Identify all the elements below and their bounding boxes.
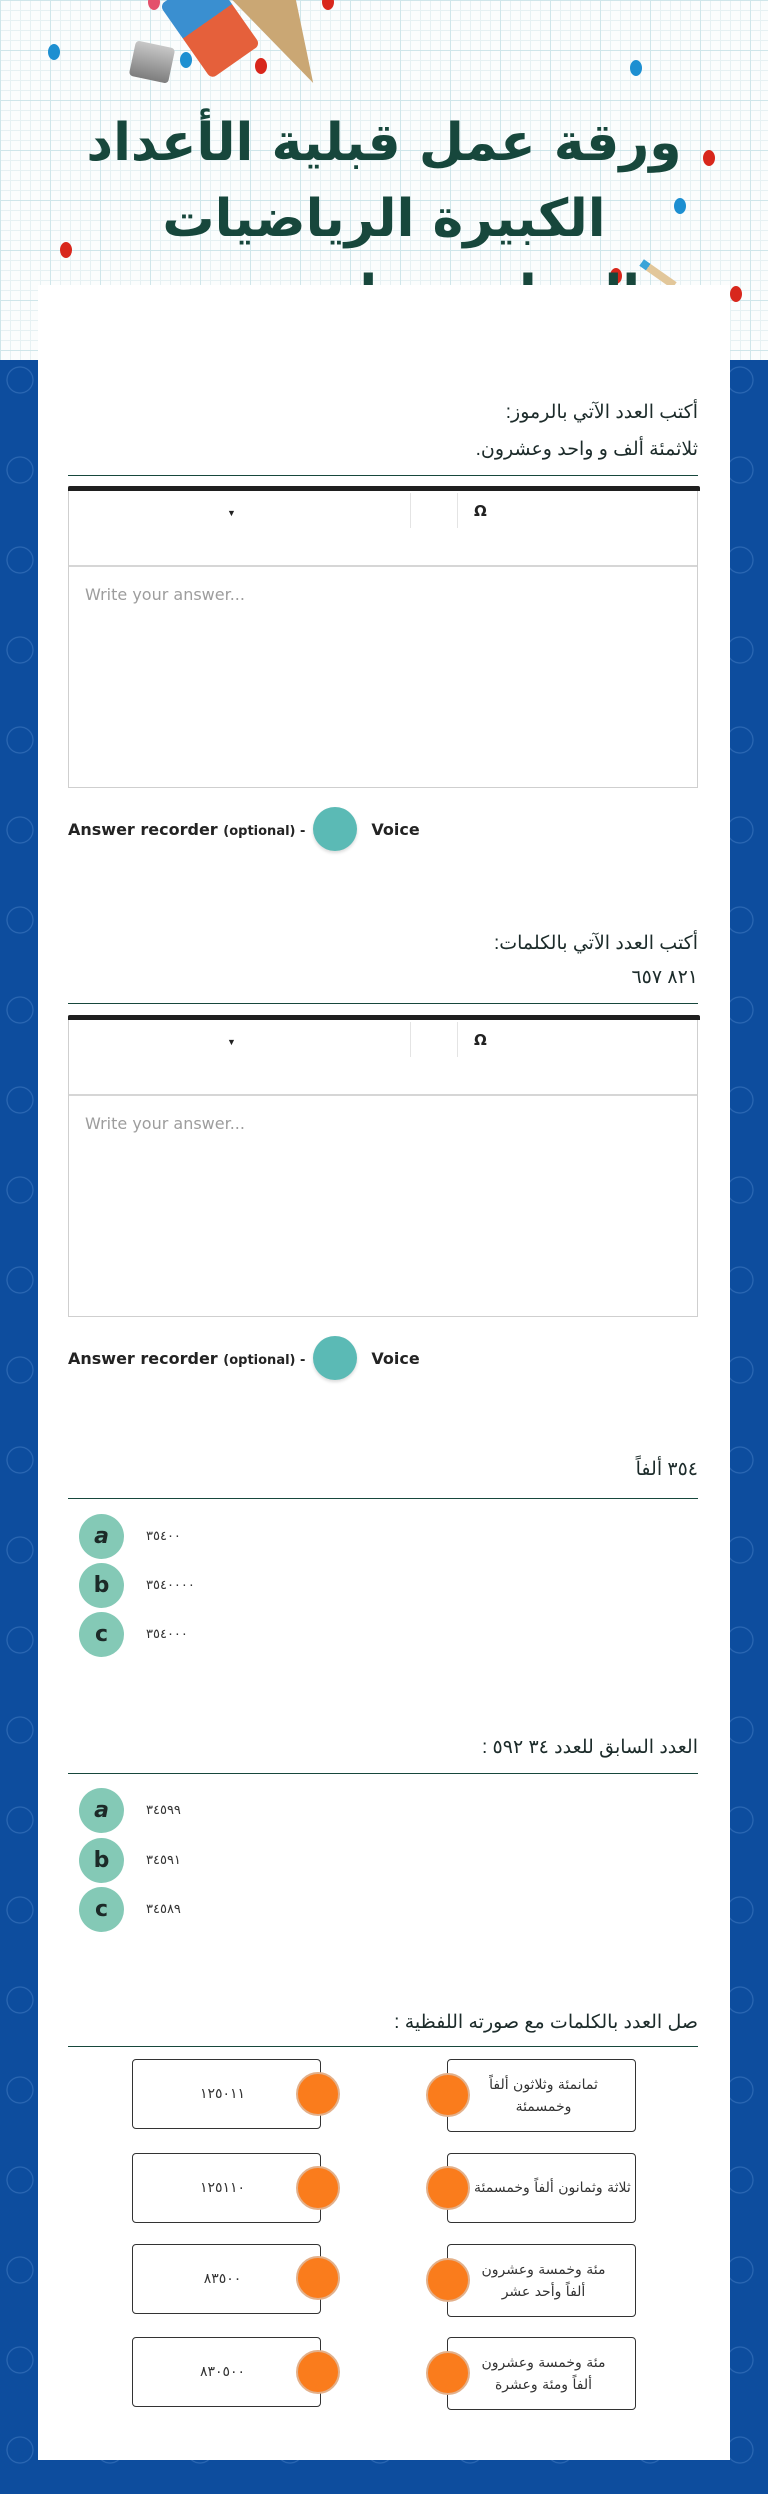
match-right-item[interactable]: ثمانمئة وثلاثون ألفاً وخمسمئة bbox=[447, 2059, 636, 2132]
recorder-label: Answer recorder (optional) - bbox=[68, 1348, 306, 1368]
divider bbox=[68, 2046, 698, 2047]
record-voice-button[interactable] bbox=[313, 1336, 357, 1380]
question-5-text: صل العدد بالكلمات مع صورته اللفظية : bbox=[394, 2012, 698, 2033]
match-connector-knob[interactable] bbox=[426, 2166, 470, 2210]
toolbar-separator bbox=[457, 493, 458, 528]
match-connector-knob[interactable] bbox=[296, 2350, 340, 2394]
sharpener-decoration bbox=[129, 40, 176, 84]
match-left-item[interactable]: ٨٣٠٥٠٠ bbox=[132, 2337, 321, 2407]
record-voice-button[interactable] bbox=[313, 807, 357, 851]
answer-input-2[interactable] bbox=[69, 1098, 697, 1314]
dot-decoration bbox=[255, 58, 267, 74]
question-2-text: أكتب العدد الآتي بالكلمات: bbox=[493, 933, 698, 954]
match-right-item[interactable]: مئة وخمسة وعشرون ألفاً ومئة وعشرة bbox=[447, 2337, 636, 2410]
answer-editor-1 bbox=[68, 486, 698, 788]
option-letter-badge: b bbox=[79, 1838, 124, 1883]
voice-label: Voice bbox=[371, 819, 420, 839]
option-letter-badge: a bbox=[79, 1514, 124, 1559]
divider bbox=[68, 475, 698, 476]
option-text: ٣٥٤٠٠٠٠ bbox=[146, 1578, 195, 1593]
match-left-item[interactable]: ١٢٥١١٠ bbox=[132, 2153, 321, 2223]
editor-toolbar bbox=[69, 491, 697, 567]
option-letter-badge: b bbox=[79, 1563, 124, 1608]
divider bbox=[68, 1498, 698, 1499]
caret-down-icon[interactable]: ▼ bbox=[227, 1037, 236, 1047]
title-line-1: ورقة عمل قبلية الأعداد الكبيرة الرياضيات bbox=[86, 113, 682, 249]
match-connector-knob[interactable] bbox=[296, 2072, 340, 2116]
match-connector-knob[interactable] bbox=[426, 2258, 470, 2302]
question-4-text: العدد السابق للعدد ٣٤ ٥٩٢ : bbox=[481, 1737, 698, 1758]
dot-decoration bbox=[322, 0, 334, 10]
toolbar-separator bbox=[410, 1022, 411, 1057]
match-right-item[interactable]: ثلاثة وثمانون ألفاً وخمسمئة bbox=[447, 2153, 636, 2223]
option-text: ٣٤٥٨٩ bbox=[146, 1902, 181, 1917]
option-a[interactable] bbox=[79, 1514, 181, 1559]
option-b[interactable] bbox=[79, 1563, 195, 1608]
option-text: ٣٤٥٩١ bbox=[146, 1853, 181, 1868]
toolbar-separator bbox=[410, 493, 411, 528]
caret-down-icon[interactable]: ▼ bbox=[227, 508, 236, 518]
divider bbox=[68, 1003, 698, 1004]
dot-decoration bbox=[148, 0, 160, 10]
option-text: ٣٥٤٠٠ bbox=[146, 1529, 181, 1544]
option-c[interactable] bbox=[79, 1887, 181, 1932]
special-character-button[interactable]: Ω bbox=[474, 502, 487, 520]
divider bbox=[68, 1773, 698, 1774]
dot-decoration bbox=[630, 60, 642, 76]
answer-recorder-2 bbox=[68, 1336, 420, 1380]
option-letter-badge: c bbox=[79, 1887, 124, 1932]
question-3-text: ٣٥٤ ألفاً bbox=[635, 1459, 698, 1480]
option-b[interactable] bbox=[79, 1838, 181, 1883]
option-a[interactable] bbox=[79, 1788, 181, 1833]
option-text: ٣٤٥٩٩ bbox=[146, 1803, 181, 1818]
option-letter-badge: a bbox=[79, 1788, 124, 1833]
match-connector-knob[interactable] bbox=[426, 2073, 470, 2117]
question-2-subtext: ٨٢١ ٦٥٧ bbox=[631, 967, 698, 988]
answer-editor-2 bbox=[68, 1015, 698, 1317]
answer-recorder-1 bbox=[68, 807, 420, 851]
answer-input-1[interactable] bbox=[69, 569, 697, 785]
match-connector-knob[interactable] bbox=[426, 2351, 470, 2395]
match-left-item[interactable]: ٨٣٥٠٠ bbox=[132, 2244, 321, 2314]
match-connector-knob[interactable] bbox=[296, 2166, 340, 2210]
voice-label: Voice bbox=[371, 1348, 420, 1368]
special-character-button[interactable]: Ω bbox=[474, 1031, 487, 1049]
match-right-item[interactable]: مئة وخمسة وعشرون ألفاً وأحد عشر bbox=[447, 2244, 636, 2317]
dot-decoration bbox=[48, 44, 60, 60]
dot-decoration bbox=[180, 52, 192, 68]
editor-toolbar bbox=[69, 1020, 697, 1096]
match-connector-knob[interactable] bbox=[296, 2256, 340, 2300]
option-text: ٣٥٤٠٠٠ bbox=[146, 1627, 188, 1642]
option-letter-badge: c bbox=[79, 1612, 124, 1657]
match-left-item[interactable]: ١٢٥٠١١ bbox=[132, 2059, 321, 2129]
recorder-label: Answer recorder (optional) - bbox=[68, 819, 306, 839]
option-c[interactable] bbox=[79, 1612, 188, 1657]
question-1-text: أكتب العدد الآتي بالرموز: bbox=[505, 402, 698, 423]
toolbar-separator bbox=[457, 1022, 458, 1057]
question-1-subtext: ثلاثمئة ألف و واحد وعشرون. bbox=[475, 439, 698, 460]
